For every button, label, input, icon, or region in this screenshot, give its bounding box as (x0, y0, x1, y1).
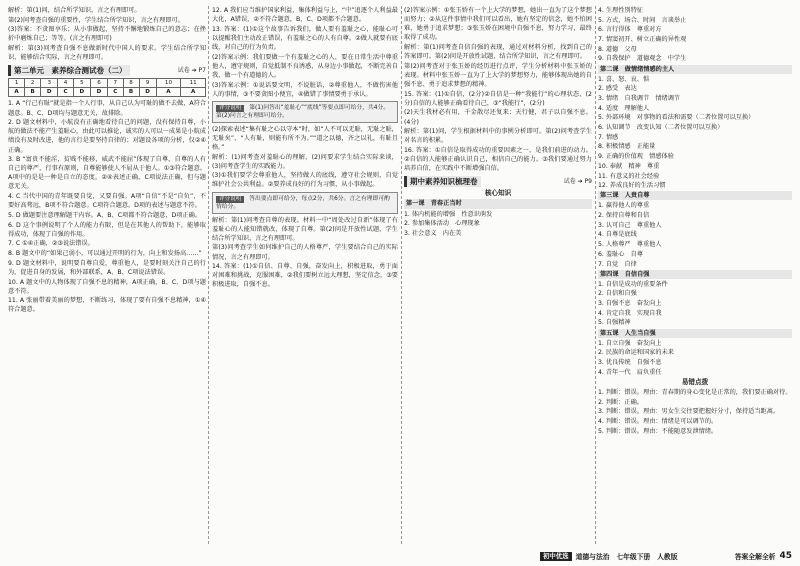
col2-explanations-2 (212, 125, 398, 190)
answer-cell: D (73, 88, 90, 97)
error-tip-item: 4. 判断：错误。理由：情绪是可以调节的。 (598, 417, 718, 425)
explanation-paragraph: 12. A 我们应当维护国家利益，集体利益与上，“中”追逐个人利益最大化，A错误，②不符合题意，B、C、D项都不合题意。 (212, 7, 398, 24)
knowledge-item: 1. 自立自强 奋发向上 (598, 339, 662, 347)
scoring-note-tag-2: 评分说明 (216, 196, 244, 203)
lesson-1-items-cont (598, 6, 792, 64)
explanation-paragraph: 5. D 做题要注意理解题干内容。A、B、C项都不符合题意，D项正确。 (8, 211, 202, 219)
brand-badge: 初中优选 (540, 552, 572, 561)
answer-cell: A (181, 88, 206, 97)
section-page-ref: 试卷 ➔ P7 (177, 67, 206, 75)
column-2 (212, 6, 398, 544)
explanation-paragraph: (2)答案示例：我们要做一个有羞耻之心的人，要在日常生活中尊重他人，遵守规则，自觉抵制不良诱惑，从身边小事做起，不断完善自我，做一个有道德的人。 (212, 53, 398, 79)
explanation-paragraph: 2. D 题文材料中，小航没有正确地看待自己的问题，没有保持自尊，小航的做法不能产生羞耻心，由此可以推论，诚实的人可以一成果是小航成绩没有及时改进，他的言行是要坚持自律的；对题设各项的分析，仅②④正确。 (8, 119, 206, 154)
knowledge-item: 8. 道德 父母 (598, 45, 637, 53)
col2-explanations (212, 6, 398, 99)
answer-cell: D (41, 88, 58, 97)
question-number-cell: 9 (139, 79, 156, 88)
col1-explanations (8, 99, 206, 314)
col3-explanations (404, 6, 592, 173)
knowledge-item: 4. 自尊是底线 (598, 231, 637, 239)
answer-cell: D (139, 88, 156, 97)
error-tip-item: 1. 判断：错误。理由：青春期的身心变化是正常的，我们要正确对待。 (598, 388, 792, 396)
answer-table-answers-row (9, 88, 206, 97)
knowledge-item: 9. 自我保护 道德观念 中学生 (598, 55, 687, 63)
lesson-4-title: 第四课 自信自强 (598, 270, 792, 279)
lesson-3-items (598, 201, 792, 268)
error-tip-item: 3. 判断：错误。理由：男女生交往要把握好分寸，保持适当距离。 (598, 408, 780, 416)
page-footer (540, 550, 792, 562)
explanation-paragraph: 13. 答案：(1)①这个故事告诉我们，做人要有羞耻之心，能耻心可以提醒我们主动改正错误，有羞耻之心的人有自尊。②做人就要有底线，对自己的行为负责。 (212, 25, 398, 51)
lesson-4-items (598, 280, 792, 328)
knowledge-item: 3. 情绪 自我调节 情绪调节 (598, 95, 681, 102)
answer-cell: C (58, 88, 73, 97)
explanation-paragraph: (3)答案示例：①说话要文明，不说脏话，②尊重他人，不做伤害他人的事情，③不要贪图小便宜，④做错了事情要勇于承认。 (212, 81, 398, 98)
question-number-cell: 3 (41, 79, 58, 88)
knowledge-item: 1. 自信是成功的重要条件 (598, 280, 668, 288)
explanation-paragraph: 16. 答案：①自信是取得成功的重要因素之一，是我们前进的动力。②自信的人能够正确认识自己，相信自己的能力。③我们要通过努力培养自信，在实践中不断增强自信。 (404, 146, 592, 173)
answer-table-numbers-row (9, 79, 206, 88)
section-page-ref-midterm: 试卷 ➔ P9 (563, 178, 592, 186)
knowledge-item: 3. 认可自己 尊重他人 (598, 221, 662, 229)
column-divider (401, 6, 402, 544)
question-number-cell: 7 (108, 79, 123, 88)
column-divider (208, 6, 209, 544)
book-info: 道德与法治 七年级下册 人教版 (575, 553, 678, 561)
explanation-paragraph: 第(3)问考查学生如何维护自己的人格尊严，学生要结合自己的实际情况，言之有理即可。 (212, 244, 398, 261)
answer-cell: C (108, 88, 123, 97)
knowledge-item: 6. 认知调节 改变认知（二者位置可以互换） (598, 124, 724, 132)
question-number-cell: 1 (9, 79, 25, 88)
explanation-paragraph: 解析：第(1)问考查自信自强的表现，通过对材料分析，找到自己的答案即可。第(2)问是开放性试题，结合所学知识，言之有理即可。 (404, 43, 592, 61)
explanation-paragraph: 8. B 题文中的“如果己弱小，可以通过开明的行为，向上和发扬高……” (8, 250, 202, 258)
knowledge-item: 2. 自信和自强 (598, 290, 637, 298)
question-number-cell: 2 (25, 79, 41, 88)
question-number-cell: 4 (58, 79, 73, 88)
knowledge-item: 2. 感受 表达 (598, 85, 637, 93)
error-tip-item: 5. 判断：错误。理由：不能随意发泄情绪。 (598, 427, 718, 435)
column-3 (404, 6, 592, 544)
answer-cell: D (90, 88, 107, 97)
explanation-paragraph: 解析：第(1)问，学生根据材料中的事例分析即可。第(2)问考查学生对名言的积累。 (404, 128, 592, 145)
explanation-paragraph: 6. D 这个事例说明了个人的能力有限，但是在其他人的帮助下，能够取得成功，体现了自强的作用。 (8, 221, 206, 238)
explanation-paragraph: 11. A 张丽带着美丽的梦想，不断练习，体现了要有自强不息精神，①④符合题意。 (8, 297, 206, 314)
column-divider (595, 6, 596, 544)
scoring-note-box-2 (212, 192, 398, 214)
knowledge-item: 1. 体内机能的增强 性意识萌发 (404, 210, 493, 218)
explanation-paragraph: 解析：第(1)问，结合所学知识，言之有理即可。 (8, 7, 141, 14)
knowledge-item: 4. 青年一代 肩负重任 (598, 368, 662, 376)
answers-label: 答案全解全析 (734, 553, 776, 561)
explanation-paragraph: 解析：第(1)问考查自尊的表现。材料一中“周处改过自新”体现了有羞耻心的人能知错就改，体现了自尊。第(2)问是开放性试题，学生结合所学知识，言之有理即可。 (212, 216, 398, 242)
knowledge-item: 1. 喜、怒、哀、惧 (598, 75, 650, 83)
knowledge-item: 7. 自觉 自律 (598, 260, 637, 268)
lesson-2-items (598, 75, 792, 191)
knowledge-item: 1. 赢得他人的尊重 (598, 202, 650, 210)
explanation-paragraph: (2)探索表述“集有耻之心以守本”时，如“人不可以无耻，无耻之耻，无耻矣”，“人有耻，则能有所不为。”“道之以德，齐之以礼，有耻且格。” (212, 125, 398, 151)
knowledge-item: 8. 积极情感 正能量 (598, 143, 656, 151)
error-tips-title: 易错点拨 (681, 377, 709, 386)
lesson-3-title: 第三课 人贵自尊 (598, 191, 792, 200)
core-knowledge-title: 核心知识 (484, 189, 512, 198)
unit2-test-header (8, 65, 206, 76)
midterm-header (404, 176, 592, 187)
scoring-note-text: 第(1)问答出“羞耻心”“底线”等要点即可给分，共4分。第(2)问言之有理即可给分。 (216, 104, 390, 119)
question-number-cell: 10 (156, 79, 181, 88)
answer-cell: B (25, 88, 41, 97)
explanation-paragraph: 解析：第(3)问考查自强不息做新时代中国人的要求。学生结合所学知识，能够结合实际，言之有理即可。 (8, 45, 206, 62)
explanation-paragraph: (3)答案：不贪图享乐；从小事做起，坚持不懈地锻炼自己的意志；在挫折中磨炼自己；等等。(言之有理即可) (8, 26, 206, 43)
explanation-paragraph: (2)答案示例：①张玉娇有一个上大学的梦想，她出一直为了这个梦想而努力；②从这件事情中我们可以看出，她有坚定的信念，她不怕困难，她勇于追求梦想；③张玉娇在困境中自强不息，努力学习，最终取得了成功。 (404, 7, 592, 42)
explanation-paragraph: 9. D 题文材料中，说明要自尊自爱，尊重他人，是要时刻关注自己的行为，促进自身的发展，和外部联系，A、B、C项说法错误。 (8, 259, 206, 276)
explanation-paragraph: 7. C ①④正确，②③说法错误。 (8, 240, 94, 248)
error-tip-item: 2. 判断：正确。 (598, 398, 643, 406)
lesson-1-title: 第一课 青春正当时 (404, 199, 592, 208)
knowledge-item: 2. 民族的命运和国家的未来 (598, 349, 674, 357)
knowledge-item: 5. 外部环境 对事物的看法和需要（二者位置可以互换） (598, 114, 755, 122)
explanation-paragraph: 第(2)问考查对于张玉娇的经历进行点评，学生分析材料中张玉娇的表现。材料中张玉娇一直为了上大学的梦想努力，能够体现出她的自强不息、勇于追求梦想的精神。 (404, 62, 592, 88)
col1-intro-paragraphs (8, 6, 206, 62)
explanation-paragraph: (2)天生我材必有用，千金散尽还复来；天行健，君子以自强不息。(4分) (404, 109, 592, 126)
explanation-paragraph: (3)①我们要学会尊重他人，坚持做人的底线，遵守社会规则，自觉维护社会公共利益。②要养成良好的行为习惯，从小事做起。 (212, 172, 398, 189)
question-number-cell: 11 (181, 79, 206, 88)
explanation-paragraph: 10. A 题文中的人物体现了自强不息的精神，A项正确，B、C、D项与题意不符。 (8, 278, 206, 295)
lesson-2-title: 第二课 做情绪情感的主人 (598, 65, 792, 74)
knowledge-item: 5. 方式、场合、时间 言谈举止 (598, 16, 687, 24)
explanation-paragraph: 15. 答案：(1)①自信，(2分)②自信是一种“我能行”的心理状态，(2分)自信的人能够正确看待自己，③“我能行”，(2分) (404, 90, 592, 107)
explanation-paragraph: 4. C 当代中国的青年既要自觉，又要自强。A项“自信”不是“自负”，不要好高骛远，B项不符合题意。C项符合题意。D项的表述与题意不符。 (8, 193, 206, 210)
knowledge-item: 5. 人格尊严 尊重他人 (598, 241, 662, 249)
column-1 (8, 6, 206, 544)
knowledge-item: 7. 情窦初开、树立正确的异性观 (598, 36, 687, 44)
knowledge-item: 4. 适度 理解他人 (598, 104, 650, 112)
knowledge-item: 5. 自强精神 (598, 319, 631, 327)
page-number: 45 (779, 551, 792, 561)
knowledge-item: 3. 优良传统 自强不息 (598, 359, 662, 366)
explanation-paragraph: 1. A “行己有耻”就是指一个人行事，从自己认为可耻的做不去做，A符合题意。B、C、D项均与题意无关，故排除。 (8, 100, 206, 117)
answer-cell: A (156, 88, 181, 97)
section-title-midterm: 期中素养知识梳理卷 (404, 176, 481, 187)
answer-table (8, 78, 206, 97)
error-tips-items (598, 388, 792, 436)
lesson-5-title: 第五课 人生当自强 (598, 329, 792, 338)
knowledge-item: 6. 羞耻心 自尊 (598, 250, 643, 258)
scoring-note-box (212, 101, 398, 123)
knowledge-item: 10. 奉献 精神 尊重 (598, 162, 660, 170)
section-title: 第二单元 素养综合测试卷（二） (8, 65, 130, 76)
knowledge-item: 12. 养成良好的生活习惯 (598, 182, 666, 190)
question-number-cell: 6 (90, 79, 107, 88)
explanation-paragraph: 3. B “富贵不能淫，贫贱不能移，威武不能屈”体现了自尊，自尊的人有自己的尊严，行事有原则，自尊能够使人不屈从于他人。①③符合题意。A项中的是是一种是自立的态度，②④表述正确，C项说法正确，但与题意无关。 (8, 156, 206, 191)
knowledge-item: 6. 言行得体 尊重对方 (598, 26, 662, 34)
lesson-1-items (404, 210, 592, 238)
scoring-note-text-2: 答出要点即可给分，每点2分，共6分。言之有理即可酌情给分。 (216, 195, 390, 210)
answer-cell: B (123, 88, 139, 97)
lesson-5-items (598, 339, 792, 377)
answer-cell: A (9, 88, 25, 97)
knowledge-item: 2. 参加集体活动 心理现象 (404, 220, 480, 228)
knowledge-item: 7. 情感 (598, 133, 619, 141)
scoring-note-tag: 评分说明 (216, 105, 244, 112)
column-4 (598, 6, 792, 544)
question-number-cell: 8 (123, 79, 139, 88)
explanation-paragraph: 第(2)问考查自强的重要性，学生结合所学知识，言之有理即可。 (8, 16, 184, 24)
knowledge-item: 3. 自强不息 奋发向上 (598, 300, 662, 308)
knowledge-item: 4. 肯定自我 实现自我 (598, 309, 662, 317)
knowledge-item: 4. 生理性别特征 (598, 7, 643, 14)
question-number-cell: 5 (73, 79, 90, 88)
knowledge-item: 9. 正确的价值观 情感体验 (598, 153, 674, 161)
explanation-paragraph: 解析：(1)问考查对羞耻心的理解，(2)问要求学生结合实际来谈，(3)问考查学生的实践能力。 (212, 153, 398, 170)
knowledge-item: 3. 社会意义 内在美 (404, 229, 462, 237)
explanation-paragraph: 14. 答案：(1)①自信、自尊、自强，奋发向上，积极进取，勇于面对困难和挑战，克服困难，②我们要树立远大理想，坚定信念，③要积极进取，自强不息。 (212, 263, 398, 289)
knowledge-item: 11. 有意义的社会经验 (598, 172, 660, 180)
knowledge-item: 2. 保持自尊和自信 (598, 212, 650, 220)
col2-explanations-3 (212, 216, 398, 290)
